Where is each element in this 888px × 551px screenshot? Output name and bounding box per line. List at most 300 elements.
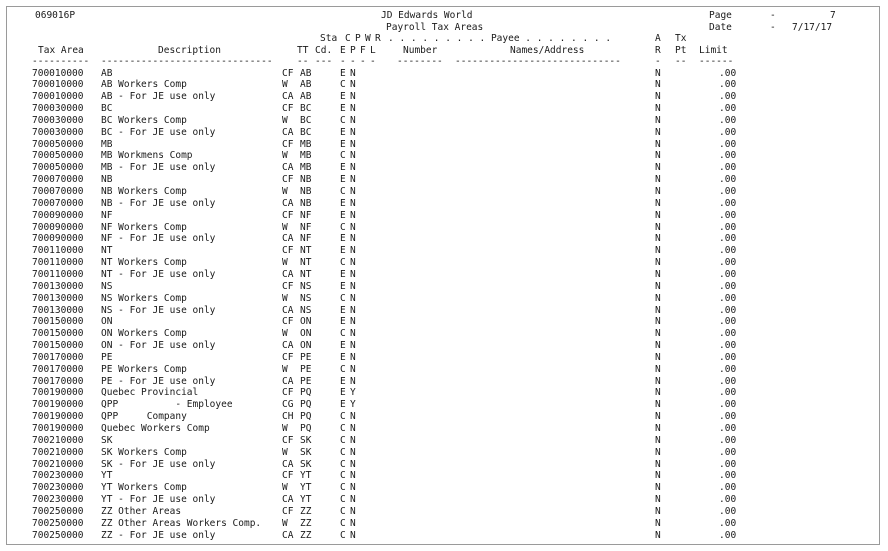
tt-cell: CF xyxy=(282,434,294,446)
e-flag-cell: C xyxy=(340,328,346,340)
r-cell: N xyxy=(655,328,661,340)
tax-area-cell: 700170000 xyxy=(32,351,84,363)
table-row xyxy=(7,233,879,245)
p-flag-cell: N xyxy=(350,375,356,387)
tt-cell: CF xyxy=(282,505,294,517)
r-cell: N xyxy=(655,209,661,221)
tax-area-cell: 700050000 xyxy=(32,150,84,162)
state-code-cell: YT xyxy=(300,470,312,482)
tax-area-cell: 700230000 xyxy=(32,470,84,482)
description-cell: PE Workers Comp xyxy=(101,363,187,375)
e-flag-cell: E xyxy=(340,174,346,186)
tt-cell: CF xyxy=(282,316,294,328)
limit-cell: .00 xyxy=(719,79,737,91)
report-title: Payroll Tax Areas xyxy=(386,21,484,33)
r-cell: N xyxy=(655,411,661,423)
tt-cell: CA xyxy=(282,126,294,138)
tt-cell: W xyxy=(282,221,288,233)
rule-pt: -- xyxy=(675,56,687,67)
table-row xyxy=(7,506,879,518)
r-cell: N xyxy=(655,162,661,174)
description-cell: YT Workers Comp xyxy=(101,482,187,494)
e-flag-cell: C xyxy=(340,411,346,423)
e-flag-cell: E xyxy=(340,316,346,328)
p-flag-cell: N xyxy=(350,257,356,269)
p-flag-cell: N xyxy=(350,91,356,103)
tax-area-cell: 700030000 xyxy=(32,103,84,115)
limit-cell: .00 xyxy=(719,209,737,221)
tax-area-cell: 700090000 xyxy=(32,233,84,245)
description-cell: BC - For JE use only xyxy=(101,126,216,138)
table-row xyxy=(7,174,879,186)
col-flag-w: W xyxy=(365,33,371,44)
limit-cell: .00 xyxy=(719,505,737,517)
program-id: 069016P xyxy=(35,10,76,21)
limit-cell: .00 xyxy=(719,375,737,387)
limit-cell: .00 xyxy=(719,363,737,375)
r-cell: N xyxy=(655,340,661,352)
col-number: Number xyxy=(403,44,438,56)
col-names-address: Names/Address xyxy=(510,44,585,56)
p-flag-cell: N xyxy=(350,351,356,363)
description-cell: MB xyxy=(101,138,113,150)
p-flag-cell: N xyxy=(350,221,356,233)
r-cell: N xyxy=(655,292,661,304)
limit-cell: .00 xyxy=(719,174,737,186)
table-row xyxy=(7,293,879,305)
table-row xyxy=(7,470,879,482)
tax-area-cell: 700150000 xyxy=(32,316,84,328)
tax-area-cell: 700110000 xyxy=(32,257,84,269)
description-cell: YT xyxy=(101,470,113,482)
limit-cell: .00 xyxy=(719,482,737,494)
p-flag-cell: N xyxy=(350,529,356,541)
state-code-cell: ON xyxy=(300,328,312,340)
tax-area-cell: 700090000 xyxy=(32,209,84,221)
p-flag-cell: N xyxy=(350,79,356,91)
col-p: P xyxy=(350,44,356,56)
state-code-cell: AB xyxy=(300,79,312,91)
tax-area-cell: 700250000 xyxy=(32,505,84,517)
p-flag-cell: N xyxy=(350,280,356,292)
col-flag-p: P xyxy=(355,33,361,44)
description-cell: SK xyxy=(101,434,113,446)
limit-cell: .00 xyxy=(719,434,737,446)
limit-cell: .00 xyxy=(719,470,737,482)
tt-cell: W xyxy=(282,517,288,529)
limit-cell: .00 xyxy=(719,67,737,79)
table-row xyxy=(7,162,879,174)
limit-cell: .00 xyxy=(719,423,737,434)
description-cell: ON xyxy=(101,316,113,328)
p-flag-cell: N xyxy=(350,328,356,340)
limit-cell: .00 xyxy=(719,351,737,363)
limit-cell: .00 xyxy=(719,292,737,304)
tt-cell: CA xyxy=(282,91,294,103)
col-cd: Cd. xyxy=(315,44,333,56)
r-cell: N xyxy=(655,505,661,517)
tax-area-cell: 700050000 xyxy=(32,162,84,174)
state-code-cell: ON xyxy=(300,316,312,328)
tax-area-cell: 700130000 xyxy=(32,304,84,316)
e-flag-cell: E xyxy=(340,304,346,316)
p-flag-cell: N xyxy=(350,505,356,517)
description-cell: NT Workers Comp xyxy=(101,257,187,269)
state-code-cell: NT xyxy=(300,268,312,280)
p-flag-cell: N xyxy=(350,482,356,494)
e-flag-cell: C xyxy=(340,423,346,434)
e-flag-cell: C xyxy=(340,482,346,494)
description-cell: QPP Company xyxy=(101,411,187,423)
col-description: Description xyxy=(158,44,221,56)
state-code-cell: SK xyxy=(300,446,312,458)
rule-number: -------- xyxy=(397,56,443,67)
rule-limit: ------ xyxy=(699,56,734,67)
state-code-cell: NB xyxy=(300,174,312,186)
tt-cell: CA xyxy=(282,233,294,245)
r-cell: N xyxy=(655,399,661,411)
rule-e: - xyxy=(340,56,346,67)
description-cell: NS Workers Comp xyxy=(101,292,187,304)
tt-cell: CF xyxy=(282,280,294,292)
table-row xyxy=(7,103,879,115)
e-flag-cell: C xyxy=(340,150,346,162)
table-row xyxy=(7,210,879,222)
tt-cell: CA xyxy=(282,458,294,470)
e-flag-cell: C xyxy=(340,529,346,541)
p-flag-cell: Y xyxy=(350,399,356,411)
description-cell: NS xyxy=(101,280,113,292)
state-code-cell: NS xyxy=(300,292,312,304)
tax-area-cell: 700130000 xyxy=(32,292,84,304)
tt-cell: CF xyxy=(282,138,294,150)
date-label: Date xyxy=(709,21,732,33)
limit-cell: .00 xyxy=(719,233,737,245)
tt-cell: CF xyxy=(282,103,294,115)
table-row xyxy=(7,411,879,423)
e-flag-cell: E xyxy=(340,103,346,115)
state-code-cell: BC xyxy=(300,103,312,115)
description-cell: NT xyxy=(101,245,113,257)
description-cell: MB Workmens Comp xyxy=(101,150,193,162)
col-payee-group: . . . . . . . . . Payee . . . . . . . . xyxy=(388,33,612,44)
state-code-cell: PE xyxy=(300,375,312,387)
table-row xyxy=(7,68,879,80)
state-code-cell: PE xyxy=(300,363,312,375)
limit-cell: .00 xyxy=(719,517,737,529)
date-dash: - xyxy=(770,21,776,33)
r-cell: N xyxy=(655,138,661,150)
tt-cell: CA xyxy=(282,375,294,387)
r-cell: N xyxy=(655,363,661,375)
description-cell: NT - For JE use only xyxy=(101,268,216,280)
col-pt: Pt xyxy=(675,44,687,56)
tax-area-cell: 700070000 xyxy=(32,186,84,197)
description-cell: AB Workers Comp xyxy=(101,79,187,91)
tax-area-cell: 700250000 xyxy=(32,517,84,529)
rule-tax-area: ---------- xyxy=(32,56,90,67)
tt-cell: W xyxy=(282,257,288,269)
table-row xyxy=(7,186,879,198)
limit-cell: .00 xyxy=(719,411,737,423)
limit-cell: .00 xyxy=(719,387,737,399)
page-dash: - xyxy=(770,10,776,21)
table-row xyxy=(7,222,879,234)
r-cell: N xyxy=(655,79,661,91)
table-row xyxy=(7,316,879,328)
e-flag-cell: C xyxy=(340,292,346,304)
p-flag-cell: N xyxy=(350,174,356,186)
limit-cell: .00 xyxy=(719,103,737,115)
table-row xyxy=(7,376,879,388)
description-cell: AB - For JE use only xyxy=(101,91,216,103)
tt-cell: CA xyxy=(282,494,294,506)
description-cell: Quebec Provincial xyxy=(101,387,199,399)
state-code-cell: MB xyxy=(300,162,312,174)
p-flag-cell: N xyxy=(350,340,356,352)
r-cell: N xyxy=(655,150,661,162)
e-flag-cell: E xyxy=(340,91,346,103)
e-flag-cell: E xyxy=(340,162,346,174)
limit-cell: .00 xyxy=(719,91,737,103)
tax-area-cell: 700090000 xyxy=(32,221,84,233)
r-cell: N xyxy=(655,197,661,209)
r-cell: N xyxy=(655,423,661,434)
p-flag-cell: N xyxy=(350,363,356,375)
description-cell: NB xyxy=(101,174,113,186)
tt-cell: CA xyxy=(282,268,294,280)
table-row xyxy=(7,459,879,471)
report-date: 7/17/17 xyxy=(792,21,833,33)
r-cell: N xyxy=(655,375,661,387)
tax-area-cell: 700110000 xyxy=(32,245,84,257)
e-flag-cell: E xyxy=(340,209,346,221)
tax-area-cell: 700190000 xyxy=(32,411,84,423)
description-cell: SK - For JE use only xyxy=(101,458,216,470)
table-row xyxy=(7,269,879,281)
r-cell: N xyxy=(655,529,661,541)
e-flag-cell: E xyxy=(340,351,346,363)
tax-area-cell: 700190000 xyxy=(32,387,84,399)
state-code-cell: SK xyxy=(300,434,312,446)
table-row xyxy=(7,364,879,376)
tax-area-cell: 700110000 xyxy=(32,268,84,280)
table-row xyxy=(7,127,879,139)
description-cell: NS - For JE use only xyxy=(101,304,216,316)
state-code-cell: BC xyxy=(300,126,312,138)
rule-p: - xyxy=(350,56,356,67)
table-row xyxy=(7,518,879,530)
limit-cell: .00 xyxy=(719,494,737,506)
r-cell: N xyxy=(655,221,661,233)
col-l: L xyxy=(370,44,376,56)
page-number: 7 xyxy=(830,10,836,21)
e-flag-cell: E xyxy=(340,138,346,150)
rule-r: - xyxy=(655,56,661,67)
r-cell: N xyxy=(655,103,661,115)
rule-names: ----------------------------- xyxy=(455,56,621,67)
table-row xyxy=(7,340,879,352)
p-flag-cell: N xyxy=(350,209,356,221)
p-flag-cell: N xyxy=(350,103,356,115)
state-code-cell: ZZ xyxy=(300,505,312,517)
e-flag-cell: C xyxy=(340,458,346,470)
r-cell: N xyxy=(655,126,661,138)
p-flag-cell: N xyxy=(350,67,356,79)
p-flag-cell: N xyxy=(350,114,356,126)
e-flag-cell: C xyxy=(340,470,346,482)
col-tax-area: Tax Area xyxy=(38,44,84,56)
r-cell: N xyxy=(655,245,661,257)
table-row xyxy=(7,530,879,542)
e-flag-cell: E xyxy=(340,340,346,352)
r-cell: N xyxy=(655,517,661,529)
description-cell: NF xyxy=(101,209,113,221)
tt-cell: CF xyxy=(282,470,294,482)
r-cell: N xyxy=(655,458,661,470)
e-flag-cell: C xyxy=(340,221,346,233)
col-tx: Tx xyxy=(675,33,687,44)
state-code-cell: MB xyxy=(300,138,312,150)
description-cell: ON Workers Comp xyxy=(101,328,187,340)
table-row xyxy=(7,115,879,127)
e-flag-cell: E xyxy=(340,126,346,138)
table-row xyxy=(7,305,879,317)
r-cell: N xyxy=(655,280,661,292)
rule-l: - xyxy=(370,56,376,67)
col-limit: Limit xyxy=(699,44,728,56)
page-label: Page xyxy=(709,10,732,21)
tt-cell: W xyxy=(282,423,288,434)
tt-cell: CH xyxy=(282,411,294,423)
p-flag-cell: N xyxy=(350,434,356,446)
e-flag-cell: C xyxy=(340,434,346,446)
p-flag-cell: N xyxy=(350,316,356,328)
e-flag-cell: E xyxy=(340,67,346,79)
table-row xyxy=(7,198,879,210)
tt-cell: CF xyxy=(282,209,294,221)
tt-cell: W xyxy=(282,446,288,458)
limit-cell: .00 xyxy=(719,162,737,174)
tt-cell: CF xyxy=(282,67,294,79)
tt-cell: W xyxy=(282,114,288,126)
limit-cell: .00 xyxy=(719,280,737,292)
tax-area-cell: 700170000 xyxy=(32,375,84,387)
table-row xyxy=(7,139,879,151)
r-cell: N xyxy=(655,67,661,79)
col-f: F xyxy=(360,44,366,56)
state-code-cell: YT xyxy=(300,482,312,494)
state-code-cell: PQ xyxy=(300,411,312,423)
tt-cell: W xyxy=(282,150,288,162)
limit-cell: .00 xyxy=(719,138,737,150)
tax-area-cell: 700170000 xyxy=(32,363,84,375)
e-flag-cell: C xyxy=(340,494,346,506)
limit-cell: .00 xyxy=(719,245,737,257)
table-row xyxy=(7,150,879,162)
state-code-cell: PQ xyxy=(300,399,312,411)
table-row xyxy=(7,423,879,435)
description-cell: ZZ Other Areas Workers Comp. xyxy=(101,517,262,529)
limit-cell: .00 xyxy=(719,114,737,126)
limit-cell: .00 xyxy=(719,257,737,269)
description-cell: NF - For JE use only xyxy=(101,233,216,245)
r-cell: N xyxy=(655,482,661,494)
state-code-cell: AB xyxy=(300,91,312,103)
tax-area-cell: 700230000 xyxy=(32,494,84,506)
r-cell: N xyxy=(655,186,661,197)
limit-cell: .00 xyxy=(719,446,737,458)
tax-area-cell: 700070000 xyxy=(32,197,84,209)
tax-area-cell: 700050000 xyxy=(32,138,84,150)
col-flag-c: C xyxy=(345,33,351,44)
r-cell: N xyxy=(655,174,661,186)
e-flag-cell: C xyxy=(340,517,346,529)
state-code-cell: ZZ xyxy=(300,517,312,529)
tt-cell: CA xyxy=(282,162,294,174)
e-flag-cell: E xyxy=(340,268,346,280)
limit-cell: .00 xyxy=(719,316,737,328)
e-flag-cell: C xyxy=(340,79,346,91)
col-flag-r: R xyxy=(375,33,381,44)
description-cell: BC Workers Comp xyxy=(101,114,187,126)
e-flag-cell: E xyxy=(340,233,346,245)
tt-cell: CF xyxy=(282,174,294,186)
p-flag-cell: N xyxy=(350,494,356,506)
state-code-cell: AB xyxy=(300,67,312,79)
r-cell: N xyxy=(655,257,661,269)
col-tt: TT xyxy=(297,44,309,56)
col-sta: Sta xyxy=(320,33,338,44)
state-code-cell: YT xyxy=(300,494,312,506)
state-code-cell: PE xyxy=(300,351,312,363)
tt-cell: CF xyxy=(282,387,294,399)
limit-cell: .00 xyxy=(719,529,737,541)
r-cell: N xyxy=(655,114,661,126)
r-cell: N xyxy=(655,91,661,103)
col-a: A xyxy=(655,33,661,44)
e-flag-cell: C xyxy=(340,363,346,375)
r-cell: N xyxy=(655,233,661,245)
p-flag-cell: N xyxy=(350,292,356,304)
limit-cell: .00 xyxy=(719,268,737,280)
tax-area-cell: 700250000 xyxy=(32,529,84,541)
description-cell: BC xyxy=(101,103,113,115)
p-flag-cell: N xyxy=(350,233,356,245)
p-flag-cell: N xyxy=(350,162,356,174)
table-row xyxy=(7,494,879,506)
e-flag-cell: C xyxy=(340,505,346,517)
tt-cell: CA xyxy=(282,304,294,316)
tt-cell: CA xyxy=(282,197,294,209)
r-cell: N xyxy=(655,446,661,458)
state-code-cell: NB xyxy=(300,197,312,209)
limit-cell: .00 xyxy=(719,328,737,340)
table-row xyxy=(7,435,879,447)
limit-cell: .00 xyxy=(719,150,737,162)
tt-cell: W xyxy=(282,482,288,494)
table-row xyxy=(7,257,879,269)
state-code-cell: MB xyxy=(300,150,312,162)
state-code-cell: BC xyxy=(300,114,312,126)
state-code-cell: NF xyxy=(300,209,312,221)
tt-cell: CA xyxy=(282,529,294,541)
description-cell: QPP - Employee xyxy=(101,399,233,411)
state-code-cell: NB xyxy=(300,186,312,197)
e-flag-cell: E xyxy=(340,387,346,399)
e-flag-cell: C xyxy=(340,446,346,458)
p-flag-cell: N xyxy=(350,268,356,280)
